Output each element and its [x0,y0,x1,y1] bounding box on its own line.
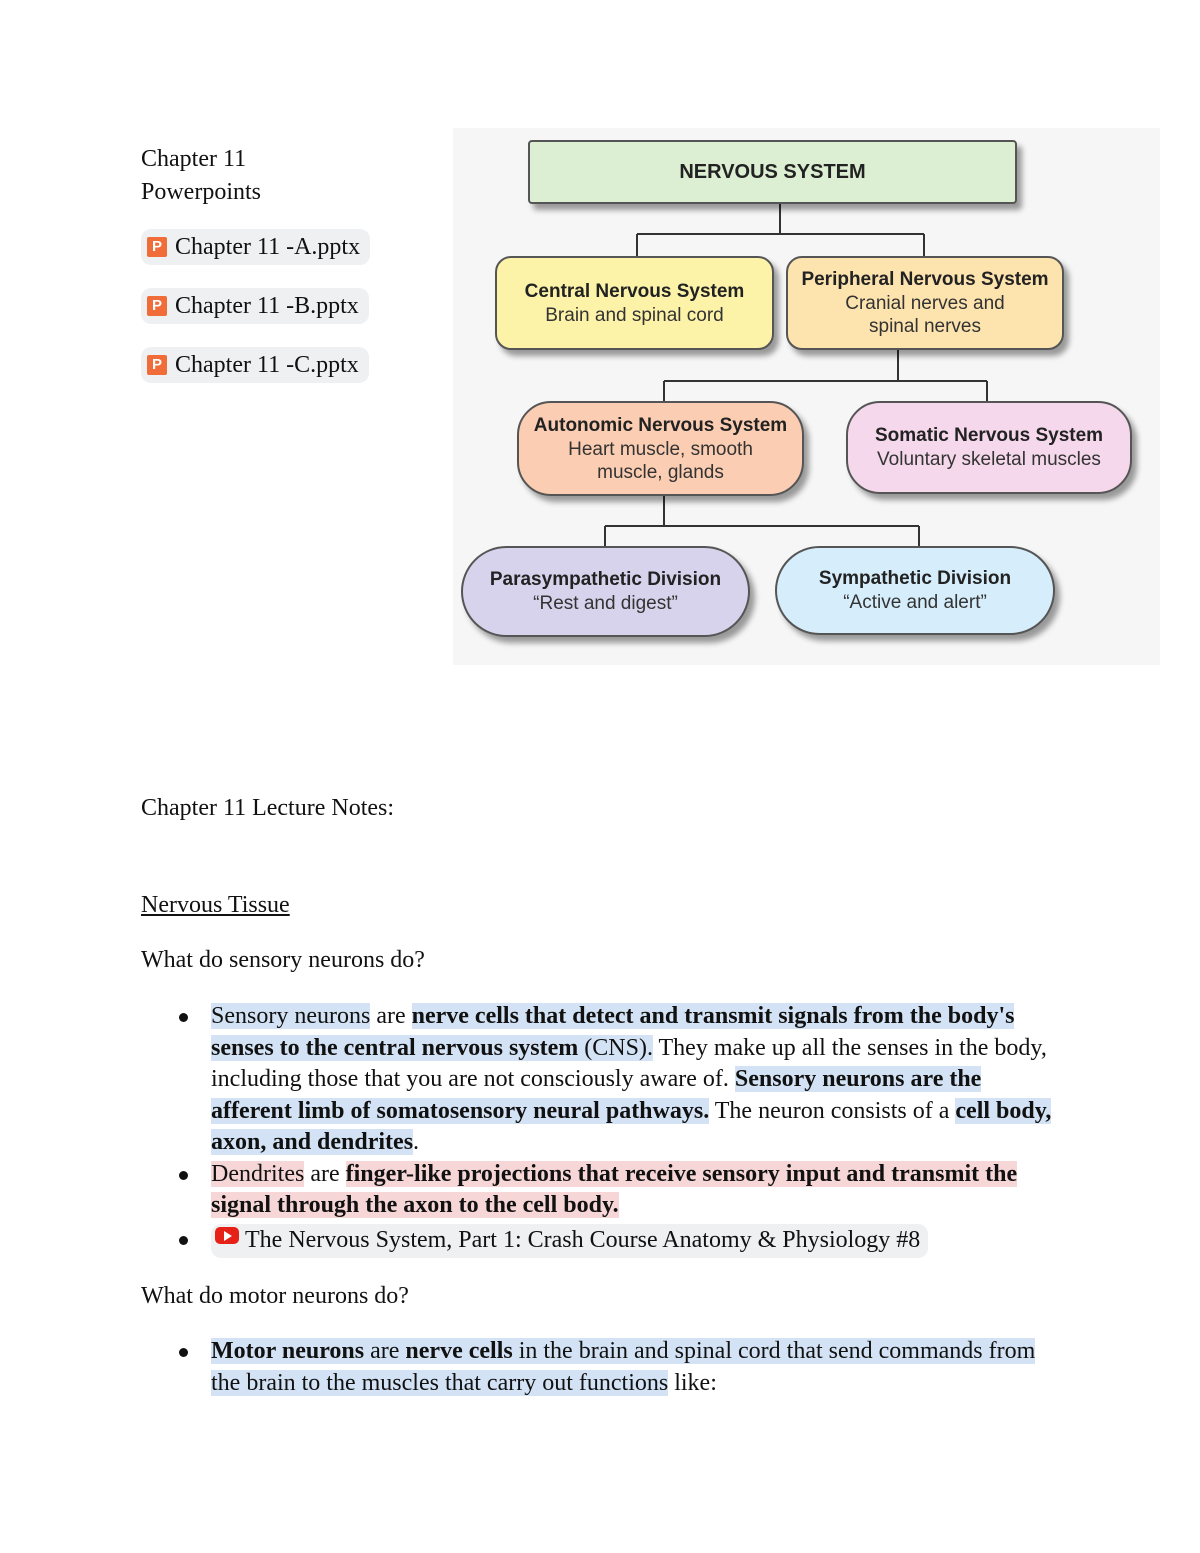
node-sympathetic-division [775,546,1055,635]
bullet-icon [179,1171,188,1180]
node-central-nervous-system [495,256,774,350]
connector-root [637,204,924,256]
sensory-bullet-list [141,1001,1061,1259]
node-subtitle: “Active and alert” [843,592,987,613]
list-item [141,1336,1061,1399]
node-title: Peripheral Nervous System [801,269,1049,290]
video-link-chip[interactable] [211,1224,928,1258]
node-autonomic-nervous-system [517,401,804,496]
node-title: Central Nervous System [524,280,745,302]
node-subtitle-line2: muscle, glands [597,461,724,483]
text-span: in the brain and spinal cord that send commands from the brain to the muscles that carry out functions [211,1338,1036,1396]
powerpoint-icon: P [147,355,167,375]
bullet-icon [179,1348,188,1357]
attachment-label: Chapter 11 -A.pptx [175,233,361,260]
list-item [141,1224,1061,1259]
question-motor: What do motor neurons do? [141,1283,409,1309]
text-span: like: [668,1369,717,1396]
text-span: are [370,1003,412,1029]
connector-pns [664,350,987,403]
powerpoint-icon: P [147,296,167,316]
text-span: The neuron consists of a [709,1097,956,1124]
bullet-icon [179,1236,188,1245]
motor-bullet-list [141,1336,1061,1399]
node-subtitle: Voluntary skeletal muscles [877,449,1101,470]
text-span: nerve cells [405,1338,513,1364]
connector-ans [605,496,919,548]
attachment-chip-c[interactable] [141,347,369,383]
attachment-chip-a[interactable] [141,229,370,265]
node-subtitle-line1: Heart muscle, smooth [568,438,753,460]
node-somatic-nervous-system [846,401,1132,494]
question-sensory: What do sensory neurons do? [141,947,425,973]
text-span: (CNS). [578,1034,653,1061]
section-title: Nervous Tissue [141,892,290,918]
lecture-notes-heading: Chapter 11 Lecture Notes: [141,795,395,821]
text-span: They make up all the senses in the body, including those that you are not consciously aware of. [211,1034,1047,1092]
bullet-icon [179,1013,188,1022]
node-title: Autonomic Nervous System [533,414,788,436]
text-span: are [364,1338,406,1364]
text-span: nerve cells that detect and transmit signals from the body's senses to the central nervous system [211,1003,1015,1061]
attachment-label: Chapter 11 -C.pptx [175,351,359,378]
list-item [141,1159,1061,1222]
text-span: cell body, axon, and dendrites [211,1097,1052,1155]
node-subtitle: Brain and spinal cord [545,304,724,326]
node-nervous-system [528,140,1017,204]
chapter-title: Chapter 11 [141,146,247,172]
node-title: Sympathetic Division [818,568,1012,589]
node-peripheral-nervous-system [786,256,1064,350]
node-subtitle: “Rest and digest” [533,593,678,614]
youtube-icon [215,1227,239,1244]
text-span: Dendrites [211,1160,305,1187]
text-span: are [304,1160,346,1187]
text-span: Motor neurons [211,1338,365,1364]
node-parasympathetic-division [461,546,750,637]
nervous-system-diagram [453,128,1160,665]
text-span: Sensory neurons [211,1003,371,1029]
chapter-header [141,143,261,209]
node-title: NERVOUS SYSTEM [679,161,866,183]
text-span: . [413,1129,420,1155]
node-subtitle-line2: spinal nerves [869,316,981,337]
video-link-label: The Nervous System, Part 1: Crash Course Anatomy & Physiology #8 [245,1226,921,1253]
node-subtitle-line1: Cranial nerves and [845,293,1005,314]
text-span: finger-like projections that receive sensory input and transmit the signal through the axon to the cell body. [211,1160,1018,1218]
node-title: Somatic Nervous System [874,425,1104,446]
powerpoints-label: Powerpoints [141,179,261,205]
attachment-chip-b[interactable] [141,288,369,324]
list-item [141,1001,1061,1159]
powerpoint-icon: P [147,237,167,257]
node-title: Parasympathetic Division [489,569,722,590]
text-span: Sensory neurons are the afferent limb of somatosensory neural pathways. [211,1066,982,1124]
attachment-label: Chapter 11 -B.pptx [175,292,359,319]
